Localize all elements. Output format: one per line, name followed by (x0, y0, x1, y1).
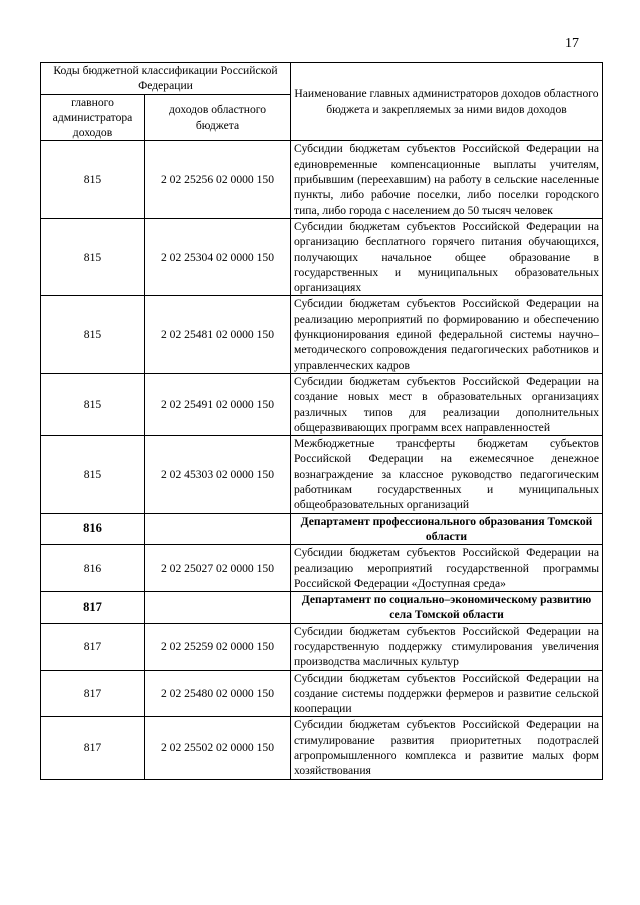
income-code-cell (145, 592, 291, 624)
income-code-cell: 2 02 25259 02 0000 150 (145, 623, 291, 670)
header-kbk-group: Коды бюджетной классификации Российской Федерации (41, 63, 291, 95)
income-name-cell: Субсидии бюджетам субъектов Российской Федерации на создание системы поддержки фермеров и развитие сельской кооперации (291, 670, 603, 717)
table-row (41, 545, 603, 592)
budget-classification-table (40, 62, 603, 780)
table-header (41, 63, 603, 141)
income-code-cell: 2 02 25480 02 0000 150 (145, 670, 291, 717)
department-name-cell: Департамент по социально–экономическому развитию села Томской области (291, 592, 603, 624)
income-code-cell: 2 02 25304 02 0000 150 (145, 218, 291, 295)
admin-code-cell: 815 (41, 141, 145, 218)
income-name-cell: Субсидии бюджетам субъектов Российской Федерации на реализацию мероприятий государственной программы Российской Федерации «Доступная среда» (291, 545, 603, 592)
admin-code-cell: 817 (41, 670, 145, 717)
table-row (41, 717, 603, 779)
table-row (41, 436, 603, 513)
admin-code-cell: 815 (41, 218, 145, 295)
admin-code-cell: 817 (41, 623, 145, 670)
income-code-cell: 2 02 25256 02 0000 150 (145, 141, 291, 218)
admin-code-cell: 815 (41, 436, 145, 513)
table-row (41, 670, 603, 717)
income-code-cell: 2 02 25027 02 0000 150 (145, 545, 291, 592)
table-row (41, 373, 603, 435)
department-row (41, 592, 603, 624)
income-name-cell: Межбюджетные трансферты бюджетам субъектов Российской Федерации на ежемесячное денежное вознаграждение за классное руководство педагогическим работникам государственных и муниципальных общеобразовательных организаций (291, 436, 603, 513)
income-name-cell: Субсидии бюджетам субъектов Российской Федерации на организацию бесплатного горячего питания обучающихся, получающих начальное общее образование в государственных и муниципальных образовательных организациях (291, 218, 603, 295)
income-name-cell: Субсидии бюджетам субъектов Российской Федерации на создание новых мест в образовательных организациях различных типов для реализации дополнительных общеразвивающих программ всех направленностей (291, 373, 603, 435)
income-code-cell (145, 513, 291, 545)
admin-code-cell: 816 (41, 545, 145, 592)
table-row (41, 623, 603, 670)
income-code-cell: 2 02 25491 02 0000 150 (145, 373, 291, 435)
income-name-cell: Субсидии бюджетам субъектов Российской Федерации на единовременные компенсационные выплаты учителям, прибывшим (переехавшим) на работу в сельские населенные пункты, либо рабочие поселки, либо поселки городского типа, либо города с населением до 50 тысяч человек (291, 141, 603, 218)
income-code-cell: 2 02 25481 02 0000 150 (145, 296, 291, 373)
table-row (41, 296, 603, 373)
header-admin: главного администратора доходов (41, 94, 145, 141)
admin-code-cell: 815 (41, 373, 145, 435)
income-name-cell: Субсидии бюджетам субъектов Российской Федерации на стимулирование развития приоритетных подотраслей агропромышленного комплекса и развитие малых форм хозяйствования (291, 717, 603, 779)
income-name-cell: Субсидии бюджетам субъектов Российской Федерации на государственную поддержку стимулирования увеличения производства масличных культур (291, 623, 603, 670)
admin-code-cell: 815 (41, 296, 145, 373)
admin-code-cell: 817 (41, 592, 145, 624)
header-name: Наименование главных администраторов доходов областного бюджета и закрепляемых за ними видов доходов (291, 63, 603, 141)
income-code-cell: 2 02 45303 02 0000 150 (145, 436, 291, 513)
department-name-cell: Департамент профессионального образования Томской области (291, 513, 603, 545)
income-name-cell: Субсидии бюджетам субъектов Российской Федерации на реализацию мероприятий по формированию и обеспечению функционирования единой федеральной системы научно–методического сопровождения педагогических работников и управленческих кадров (291, 296, 603, 373)
admin-code-cell: 816 (41, 513, 145, 545)
page-number: 17 (565, 36, 579, 51)
admin-code-cell: 817 (41, 717, 145, 779)
header-income: доходов областного бюджета (145, 94, 291, 141)
table-body (41, 141, 603, 779)
table-row (41, 218, 603, 295)
income-code-cell: 2 02 25502 02 0000 150 (145, 717, 291, 779)
department-row (41, 513, 603, 545)
table-row (41, 141, 603, 218)
